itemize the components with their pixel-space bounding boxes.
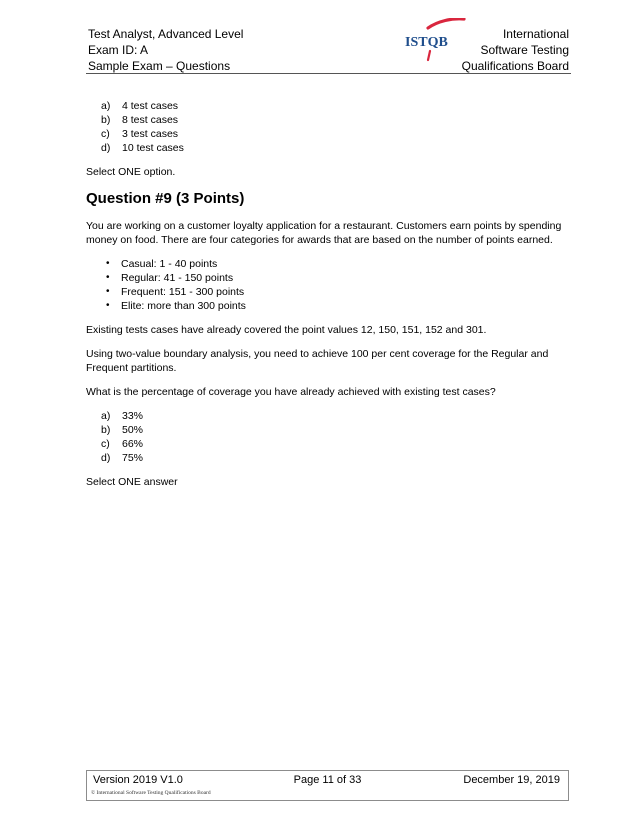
category-text: Frequent: 151 - 300 points (121, 286, 245, 298)
bullet-icon: • (106, 286, 110, 297)
footer-date: December 19, 2019 (463, 774, 560, 786)
option-item (101, 141, 576, 155)
category-text: Casual: 1 - 40 points (121, 258, 218, 270)
option-text: 75% (122, 452, 144, 464)
footer-version: Version 2019 V1.0 (93, 774, 183, 786)
option-text: 50% (122, 424, 144, 436)
option-item (101, 437, 576, 451)
prev-question-options (101, 99, 576, 155)
option-letter: d) (101, 452, 111, 464)
prev-question-instruction: Select ONE option. (86, 166, 176, 178)
bullet-icon: • (106, 300, 110, 311)
option-item (101, 127, 576, 141)
answer-options (101, 409, 576, 465)
header-right (462, 26, 569, 74)
option-item (101, 451, 576, 465)
option-letter: d) (101, 142, 111, 154)
footer-copyright: © International Software Testing Qualifications Board (91, 790, 211, 796)
header-line-level: Test Analyst, Advanced Level (88, 27, 244, 41)
option-letter: c) (101, 128, 110, 140)
option-text: 33% (122, 410, 144, 422)
header-org-line-3: Qualifications Board (461, 59, 569, 73)
category-text: Elite: more than 300 points (121, 300, 246, 312)
category-item (106, 271, 576, 285)
question-ask: What is the percentage of coverage you have already achieved with existing test cases? (86, 386, 496, 398)
header-line-doc-type: Sample Exam – Questions (88, 59, 231, 73)
header-left (88, 26, 243, 74)
category-item (106, 299, 576, 313)
option-item (101, 423, 576, 437)
option-letter: b) (101, 114, 111, 126)
option-item (101, 113, 576, 127)
category-item (106, 285, 576, 299)
question-title: Question #9 (3 Points) (86, 190, 245, 207)
question-instruction: Select ONE answer (86, 476, 178, 488)
header-org-line-1: International (502, 27, 569, 41)
bullet-icon: • (106, 272, 110, 283)
header-org-line-2: Software Testing (480, 43, 569, 57)
option-letter: a) (101, 410, 111, 422)
option-text: 66% (122, 438, 144, 450)
header-divider (86, 73, 571, 74)
option-item (101, 409, 576, 423)
existing-tests-text: Existing tests cases have already covered the point values 12, 150, 151, 152 and 301. (86, 324, 487, 336)
bullet-icon: • (106, 258, 110, 269)
category-list (106, 257, 576, 313)
option-text: 3 test cases (122, 128, 179, 140)
option-letter: b) (101, 424, 111, 436)
option-text: 8 test cases (122, 114, 179, 126)
page-footer (86, 770, 569, 801)
footer-page-number: Page 11 of 33 (293, 774, 362, 786)
question-intro: You are working on a customer loyalty application for a restaurant. Customers earn points by spending money on food. There are four categories for awards that are based on the number of points earned. (86, 220, 562, 246)
option-text: 4 test cases (122, 100, 179, 112)
istqb-logo (404, 18, 470, 64)
option-letter: a) (101, 100, 111, 112)
task-text: Using two-value boundary analysis, you need to achieve 100 per cent coverage for the Regular and Frequent partitions. (86, 348, 549, 374)
option-letter: c) (101, 438, 110, 450)
page-content (86, 99, 576, 489)
option-item (101, 99, 576, 113)
category-item (106, 257, 576, 271)
option-text: 10 test cases (122, 142, 184, 154)
category-text: Regular: 41 - 150 points (121, 272, 234, 284)
header-line-exam-id: Exam ID: A (88, 43, 149, 57)
logo-text: ISTQB (405, 35, 448, 50)
